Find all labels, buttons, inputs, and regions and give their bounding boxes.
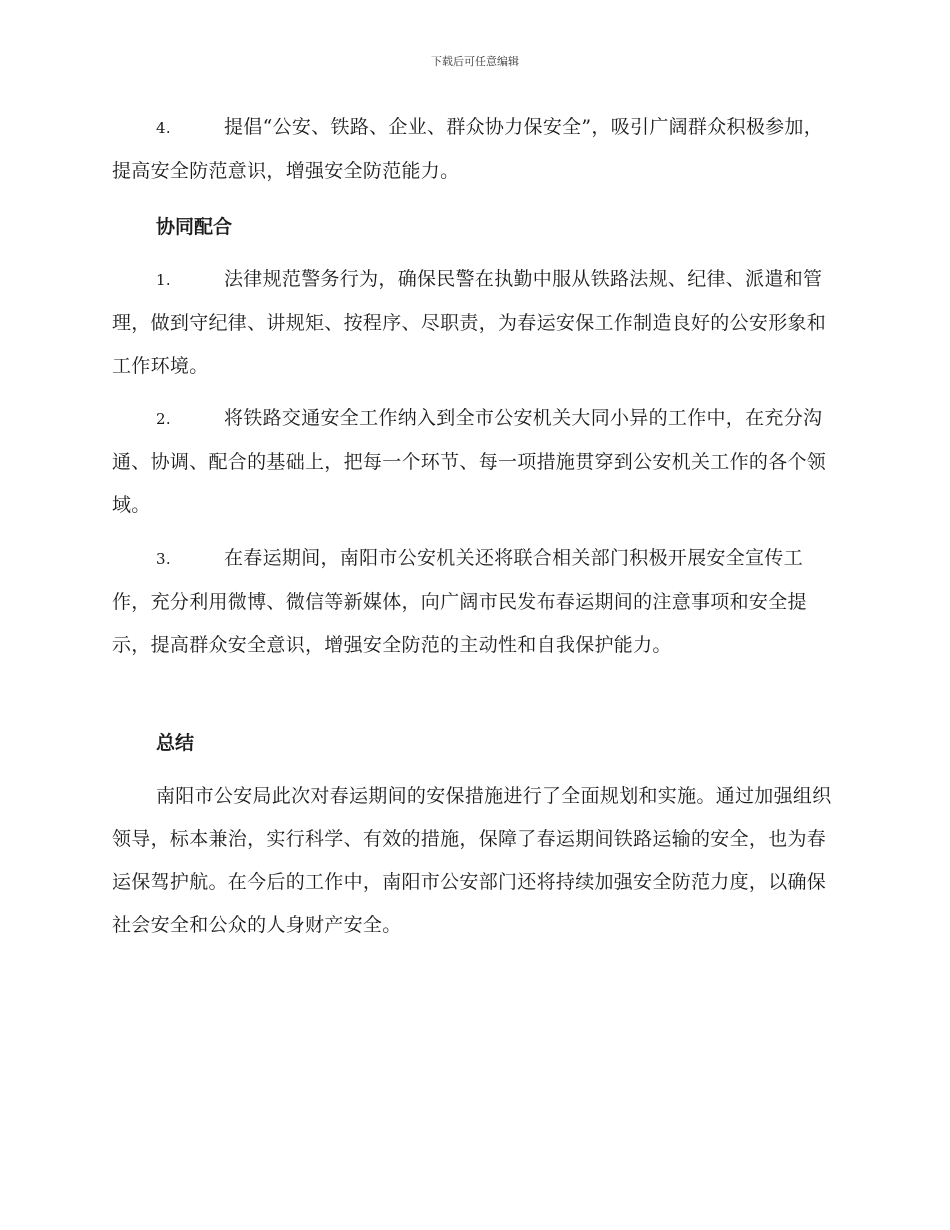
list-item-number: 4. xyxy=(156,119,171,137)
list-item-number: 3. xyxy=(156,550,171,568)
list-item-paragraph xyxy=(112,258,832,388)
list-item-paragraph xyxy=(112,106,832,193)
page-header: 下载后可任意编辑 xyxy=(431,55,519,68)
list-item-number: 1. xyxy=(156,271,171,289)
summary-paragraph xyxy=(112,775,832,947)
list-item-text: 将铁路交通安全工作纳入到全市公安机关大同小异的工作中，在充分沟通、协调、配合的基础上，把每一个环节、每一项措施贯穿到公安机关工作的各个领域。 xyxy=(112,407,827,516)
section-heading-cooperation: 协同配合 xyxy=(156,216,233,238)
list-item-4 xyxy=(112,106,832,193)
list-item-1 xyxy=(112,258,832,388)
list-item-3 xyxy=(112,537,832,667)
list-item-paragraph xyxy=(112,397,832,527)
list-item-paragraph xyxy=(112,537,832,667)
list-item-2 xyxy=(112,397,832,527)
summary-text: 南阳市公安局此次对春运期间的安保措施进行了全面规划和实施。通过加强组织领导，标本兼治，实行科学、有效的措施，保障了春运期间铁路运输的安全，也为春运保驾护航。在今后的工作中，南阳市公安部门还将持续加强安全防范力度，以确保社会安全和公众的人身财产安全。 xyxy=(112,785,832,936)
list-item-text: 在春运期间，南阳市公安机关还将联合相关部门积极开展安全宣传工作，充分利用微博、微信等新媒体，向广阔市民发布春运期间的注意事项和安全提示，提高群众安全意识，增强安全防范的主动性和自我保护能力。 xyxy=(112,547,807,656)
list-item-number: 2. xyxy=(156,410,171,428)
section-heading-summary: 总结 xyxy=(156,732,195,754)
list-item-text: 法律规范警务行为，确保民警在执勤中服从铁路法规、纪律、派遣和管理，做到守纪律、讲规矩、按程序、尽职责，为春运安保工作制造良好的公安形象和工作环境。 xyxy=(112,268,827,377)
list-item-text: 提倡“公安、铁路、企业、群众协力保安全”，吸引广阔群众积极参加，提高安全防范意识，增强安全防范能力。 xyxy=(112,116,824,182)
